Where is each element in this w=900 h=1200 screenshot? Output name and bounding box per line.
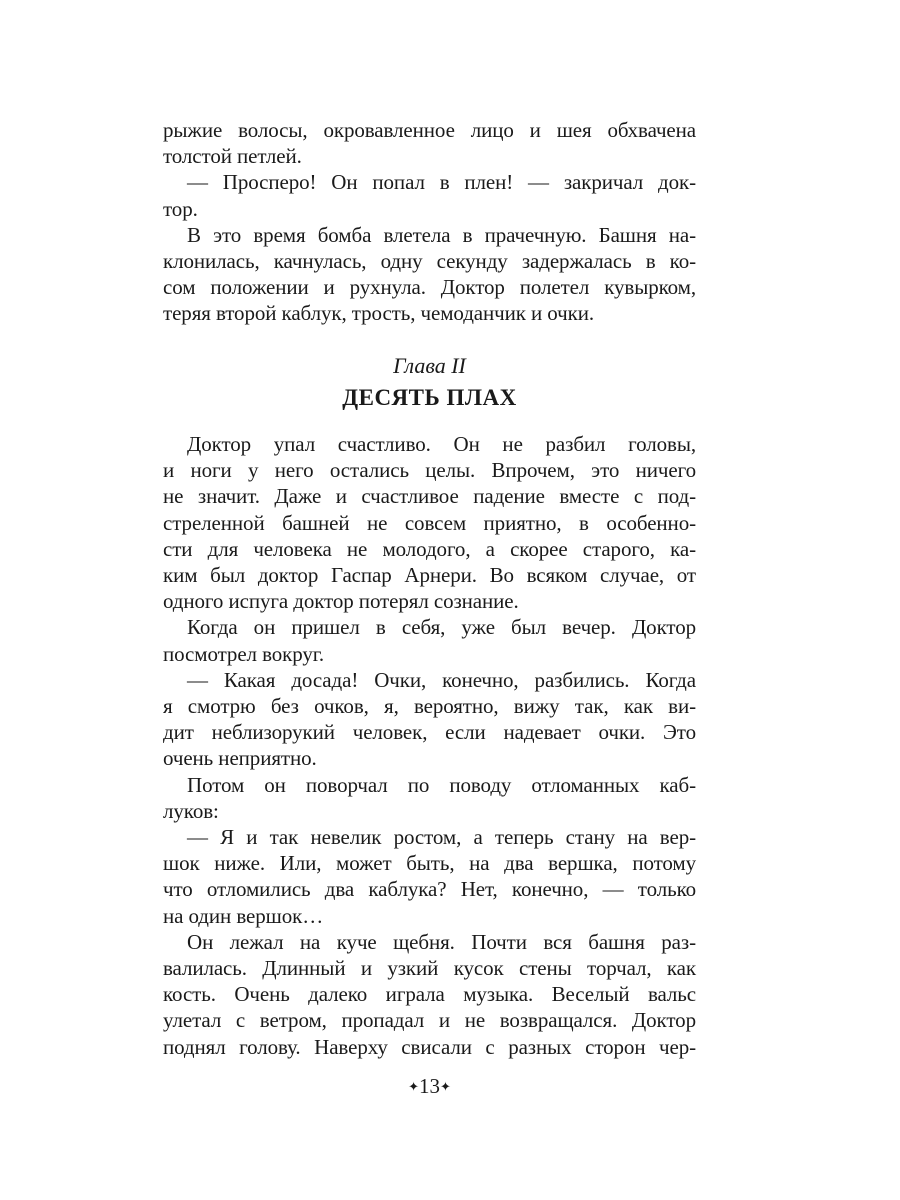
text-line: посмотрел вокруг. — [163, 641, 325, 666]
text-line: ким был доктор Гаспар Арнери. Во всяком случае, от — [163, 563, 696, 588]
text-line: теряя второй каблук, трость, чемоданчик и очки. — [163, 301, 594, 326]
paragraph-block-main — [163, 431, 696, 1060]
text-line: сти для человека не молодого, а скорее старого, ка- — [163, 536, 696, 561]
text-line: клонилась, качнулась, одну секунду задержалась в ко- — [163, 249, 696, 274]
ornament-left-icon: ✦ — [408, 1079, 419, 1094]
page-number: 13 — [419, 1074, 440, 1098]
text-line: кость. Очень далеко играла музыка. Веселый вальс — [163, 982, 696, 1007]
chapter-label: Глава II — [393, 353, 466, 378]
text-line: Доктор упал счастливо. Он не разбил головы, — [187, 432, 696, 456]
text-line: луков: — [163, 798, 219, 823]
ornament-right-icon: ✦ — [440, 1079, 451, 1094]
text-line: не значит. Даже и счастливое падение вместе с под- — [163, 484, 696, 509]
text-line: и ноги у него остались целы. Впрочем, это ничего — [163, 458, 696, 483]
text-line: я смотрю без очков, я, вероятно, вижу так, как ви- — [163, 694, 696, 719]
text-line: дит неблизорукий человек, если надевает очки. Это — [163, 720, 696, 745]
text-line: — Просперо! Он попал в плен! — закричал док- — [187, 170, 696, 195]
text-line: поднял голову. Наверху свисали с разных сторон чер- — [163, 1034, 696, 1059]
text-line: Когда он пришел в себя, уже был вечер. Доктор — [187, 615, 696, 640]
text-line: шок ниже. Или, может быть, на два вершка, потому — [163, 851, 696, 876]
text-line: очень неприятно. — [163, 746, 317, 771]
text-line: улетал с ветром, пропадал и не возвращался. Доктор — [163, 1008, 696, 1033]
text-line: В это время бомба влетела в прачечную. Башня на- — [187, 222, 696, 247]
text-line: Потом он поворчал по поводу отломанных каб- — [187, 772, 696, 797]
text-line: тор. — [163, 196, 198, 221]
text-line: что отломились два каблука? Нет, конечно, — только — [163, 877, 696, 902]
text-line: толстой петлей. — [163, 144, 302, 169]
text-line: одного испуга доктор потерял сознание. — [163, 589, 519, 614]
text-line: Он лежал на куче щебня. Почти вся башня раз- — [187, 929, 696, 954]
chapter-title: ДЕСЯТЬ ПЛАХ — [342, 385, 517, 410]
text-line: рыжие волосы, окровавленное лицо и шея обхвачена — [163, 118, 696, 142]
page-number-footer — [163, 1073, 696, 1100]
text-line: сом положении и рухнула. Доктор полетел кувырком, — [163, 275, 696, 300]
text-line: валилась. Длинный и узкий кусок стены торчал, как — [163, 956, 696, 981]
text-line: — Я и так невелик ростом, а теперь стану на вер- — [187, 825, 696, 850]
text-line: стреленной башней не совсем приятно, в особенно- — [163, 510, 696, 535]
text-line: — Какая досада! Очки, конечно, разбились. Когда — [187, 667, 696, 692]
paragraph-block-top — [163, 117, 696, 327]
text-line: на один вершок… — [163, 903, 324, 928]
